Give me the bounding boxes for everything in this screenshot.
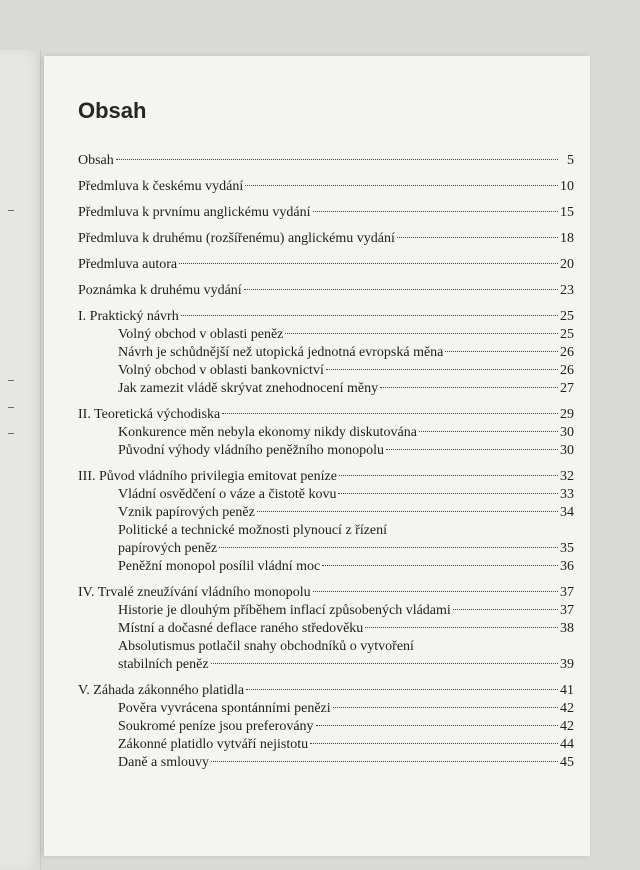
dot-leader — [338, 493, 558, 494]
toc-entry-label-line1: Politické a technické možnosti plynoucí z řízení — [118, 523, 388, 538]
toc-page-number: 42 — [560, 719, 574, 734]
dot-leader — [222, 413, 558, 414]
toc-subentry — [118, 540, 574, 558]
dot-leader — [219, 547, 558, 548]
toc-entry-label: I. Praktický návrh — [78, 309, 179, 324]
toc-page-number: 5 — [567, 153, 574, 168]
toc-chapter — [78, 308, 574, 326]
toc-entry-label: Předmluva autora — [78, 257, 178, 272]
toc-entry-label: II. Teoretická východiska — [78, 407, 221, 422]
toc-chapter — [78, 468, 574, 486]
toc-page-number: 42 — [560, 701, 574, 716]
toc-entry-label: III. Původ vládního privilegia emitovat peníze — [78, 469, 337, 484]
dot-leader — [246, 689, 558, 690]
toc-subentry — [118, 656, 574, 674]
toc-entry-label: Předmluva k českému vydání — [78, 179, 244, 194]
toc-page-number: 32 — [560, 469, 574, 484]
toc-page-number: 27 — [560, 381, 574, 396]
toc-entry-label: Poznámka k druhému vydání — [78, 283, 242, 298]
toc-page-number: 26 — [560, 363, 574, 378]
toc-entry-label: Pověra vyvrácena spontánními penězi — [118, 701, 331, 716]
dot-leader — [257, 511, 558, 512]
toc-entry-label-line2: papírových peněz — [118, 541, 218, 556]
toc-entry-label: Návrh je schůdnější než utopická jednotná evropská měna — [118, 345, 444, 360]
toc-page-number: 36 — [560, 559, 574, 574]
toc-page-number: 29 — [560, 407, 574, 422]
toc-entry-label: Původní výhody vládního peněžního monopolu — [118, 443, 384, 458]
dot-leader — [397, 237, 558, 238]
dot-leader — [326, 369, 558, 370]
facing-page-edge — [0, 50, 41, 870]
toc-entry-label: Jak zamezit vládě skrývat znehodnocení měny — [118, 381, 379, 396]
toc-entry-label: Předmluva k prvnímu anglickému vydání — [78, 205, 311, 220]
toc-subentry — [118, 362, 574, 380]
toc-page-number: 44 — [560, 737, 574, 752]
toc-entry-label: Peněžní monopol posílil vládní moc — [118, 559, 321, 574]
toc-page-number: 30 — [560, 425, 574, 440]
toc-page-number: 26 — [560, 345, 574, 360]
toc-entry-label: Soukromé peníze jsou preferovány — [118, 719, 314, 734]
toc-entry-label-line2: stabilních peněz — [118, 657, 209, 672]
toc-page-number: 33 — [560, 487, 574, 502]
toc-page-number: 18 — [560, 231, 574, 246]
margin-mark — [8, 380, 14, 381]
toc-subentry — [118, 700, 574, 718]
dot-leader — [339, 475, 558, 476]
dot-leader — [285, 333, 558, 334]
toc-page-number: 15 — [560, 205, 574, 220]
toc-subentry — [118, 754, 574, 772]
toc-page-number: 41 — [560, 683, 574, 698]
toc-entry-label: Místní a dočasné deflace raného středověku — [118, 621, 364, 636]
dot-leader — [313, 591, 558, 592]
toc-entry — [78, 178, 574, 196]
toc-subentry — [118, 424, 574, 442]
dot-leader — [211, 761, 558, 762]
dot-leader — [333, 707, 558, 708]
toc-entry-label: V. Záhada zákonného platidla — [78, 683, 245, 698]
toc-page-number: 25 — [560, 327, 574, 342]
toc-subentry — [118, 344, 574, 362]
dot-leader — [116, 159, 558, 160]
toc-entry-label: Obsah — [78, 153, 114, 168]
toc-subentry — [118, 380, 574, 398]
toc-page-number: 35 — [560, 541, 574, 556]
toc-page-number: 37 — [560, 603, 574, 618]
toc-page-number: 45 — [560, 755, 574, 770]
dot-leader — [386, 449, 558, 450]
toc-page-number: 30 — [560, 443, 574, 458]
toc-subentry — [118, 736, 574, 754]
dot-leader — [365, 627, 558, 628]
toc-page-number: 10 — [560, 179, 574, 194]
toc-subentry — [118, 718, 574, 736]
toc-entry-label: Předmluva k druhému (rozšířenému) anglickému vydání — [78, 231, 395, 246]
toc-entry — [78, 230, 574, 248]
dot-leader — [244, 289, 558, 290]
toc-entry-label: Zákonné platidlo vytváří nejistotu — [118, 737, 309, 752]
dot-leader — [316, 725, 558, 726]
dot-leader — [445, 351, 558, 352]
toc-page-number: 39 — [560, 657, 574, 672]
dot-leader — [211, 663, 558, 664]
toc-subentry — [118, 504, 574, 522]
toc-subentry — [118, 558, 574, 576]
toc-entry-label: Volný obchod v oblasti bankovnictví — [118, 363, 324, 378]
toc-subentry — [118, 486, 574, 504]
toc-subentry — [118, 326, 574, 344]
toc-page-number: 25 — [560, 309, 574, 324]
dot-leader — [310, 743, 558, 744]
toc-page-number: 20 — [560, 257, 574, 272]
book-page — [44, 56, 590, 856]
page-title: Obsah — [78, 98, 147, 123]
toc-entry — [78, 204, 574, 222]
toc-subentry — [118, 602, 574, 620]
toc-chapter — [78, 584, 574, 602]
dot-leader — [419, 431, 558, 432]
toc-entry-label: Konkurence měn nebyla ekonomy nikdy diskutována — [118, 425, 417, 440]
toc-subentry — [118, 442, 574, 460]
toc-entry-label: Historie je dlouhým příběhem inflací způsobených vládami — [118, 603, 451, 618]
toc-page-number: 34 — [560, 505, 574, 520]
dot-leader — [322, 565, 558, 566]
toc-page-number: 23 — [560, 283, 574, 298]
margin-mark — [8, 210, 14, 211]
dot-leader — [380, 387, 558, 388]
toc-entry-label: Daně a smlouvy — [118, 755, 209, 770]
toc-entry — [78, 152, 574, 170]
toc-entry — [78, 256, 574, 274]
dot-leader — [181, 315, 558, 316]
toc-entry-label: Vládní osvědčení o váze a čistotě kovu — [118, 487, 337, 502]
margin-mark — [8, 433, 14, 434]
toc-entry-label: Volný obchod v oblasti peněz — [118, 327, 284, 342]
toc-entry-label-line1: Absolutismus potlačil snahy obchodníků o vytvoření — [118, 639, 414, 654]
dot-leader — [245, 185, 558, 186]
toc-chapter — [78, 682, 574, 700]
toc-entry-label: IV. Trvalé zneužívání vládního monopolu — [78, 585, 311, 600]
toc-subentry — [118, 620, 574, 638]
toc-entry-label: Vznik papírových peněz — [118, 505, 255, 520]
margin-mark — [8, 407, 14, 408]
dot-leader — [179, 263, 558, 264]
dot-leader — [313, 211, 558, 212]
dot-leader — [453, 609, 558, 610]
toc-page-number: 37 — [560, 585, 574, 600]
toc-entry — [78, 282, 574, 300]
toc-page-number: 38 — [560, 621, 574, 636]
toc-chapter — [78, 406, 574, 424]
